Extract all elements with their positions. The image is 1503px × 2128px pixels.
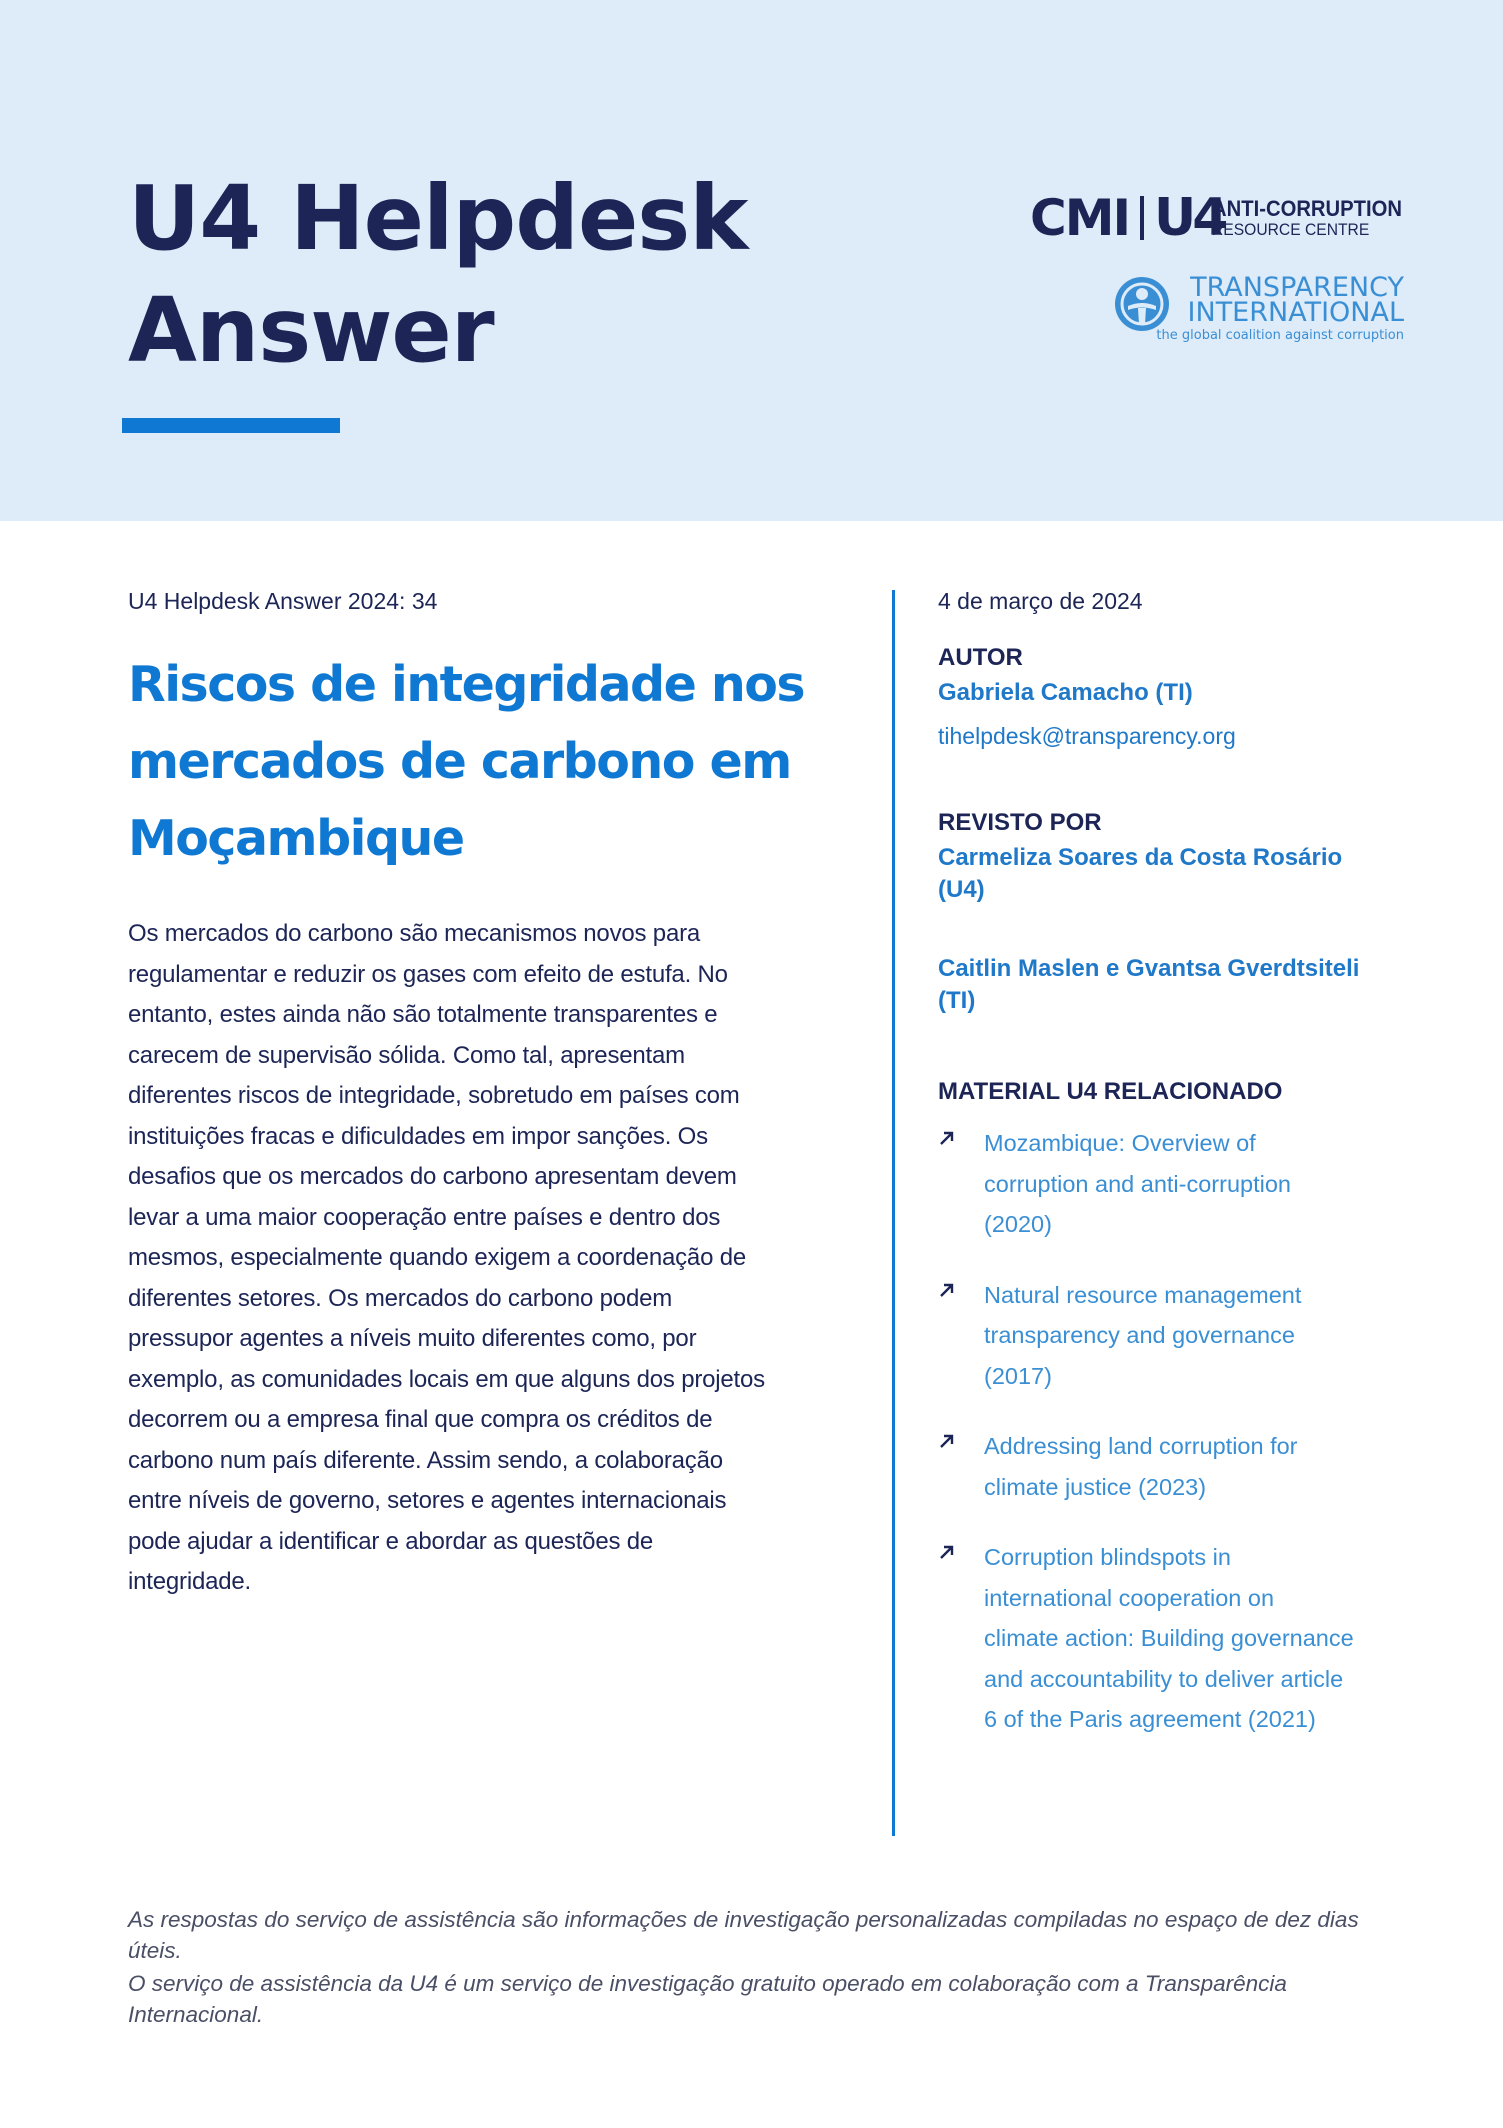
abstract-paragraph [128, 914, 808, 1603]
ti-logo-line-1: TRANSPARENCY [1190, 272, 1404, 303]
abstract-line: diferentes setores. Os mercados do carbono podem [128, 1284, 673, 1312]
hero-accent-rule [122, 418, 340, 433]
related-link-text[interactable] [984, 1537, 1398, 1740]
document-title-line: mercados de carbono em [128, 733, 791, 790]
footer-line-1b: úteis. [128, 1938, 182, 1963]
transparency-international-logo [1114, 274, 1404, 344]
reviewed-by-label: REVISTO POR [938, 809, 1102, 836]
arrow-up-right-icon [938, 1432, 956, 1450]
u4-logo-text: U4 [1154, 188, 1225, 248]
related-link-text[interactable] [984, 1123, 1398, 1245]
related-link-line: Mozambique: Overview of [984, 1130, 1256, 1156]
abstract-line: entanto, estes ainda não são totalmente transparentes e [128, 1001, 718, 1028]
related-link-line: and accountability to deliver article [984, 1665, 1344, 1692]
abstract-line: levar a uma maior cooperação entre países e dentro dos [128, 1203, 721, 1231]
related-link-line: international cooperation on [984, 1584, 1275, 1611]
column-divider [892, 590, 895, 1836]
related-link-line: (2017) [984, 1362, 1052, 1389]
hero-title-line-2: Answer [128, 278, 494, 382]
related-link-line: corruption and anti-corruption [984, 1170, 1291, 1197]
reviewer-2-line: (TI) [938, 987, 976, 1014]
abstract-line: carbono num país diferente. Assim sendo, a colaboração [128, 1446, 723, 1474]
series-number: U4 Helpdesk Answer 2024: 34 [128, 588, 438, 614]
abstract-line: instituições fracas e dificuldades em impor sanções. Os [128, 1122, 708, 1150]
related-link-item[interactable] [938, 1123, 1398, 1245]
abstract-line: mesmos, especialmente quando exigem a coordenação de [128, 1244, 746, 1271]
logo-divider [1140, 196, 1144, 240]
abstract-line: carecem de supervisão sólida. Como tal, apresentam [128, 1041, 685, 1069]
publication-date: 4 de março de 2024 [938, 588, 1143, 614]
footer-line-2a: O serviço de assistência da U4 é um serviço de investigação gratuito operado em colaboração com a Transparência [128, 1971, 1287, 1996]
document-title [128, 646, 808, 877]
document-title-line: Riscos de integridade nos [128, 656, 805, 713]
footer-disclaimer [128, 1904, 1388, 2032]
reviewer-1 [938, 842, 1398, 906]
abstract-line: regulamentar e reduzir os gases com efeito de estufa. No [128, 960, 728, 988]
related-link-text[interactable] [984, 1275, 1398, 1397]
abstract-line: desafios que os mercados do carbono apresentam devem [128, 1163, 737, 1190]
sidebar [938, 586, 1398, 1740]
hero-title-line-1: U4 Helpdesk [128, 166, 748, 270]
anti-corruption-text: ANTI-CORRUPTION [1212, 196, 1403, 221]
related-link-line: 6 of the Paris agreement (2021) [984, 1706, 1316, 1732]
footer-line-1a: As respostas do serviço de assistência são informações de investigação personalizadas compiladas no espaço de dez dias [128, 1907, 1359, 1932]
main-column [128, 586, 808, 877]
abstract-line: integridade. [128, 1568, 252, 1595]
footer-line [128, 1968, 1388, 2030]
reviewer-1-line: Carmeliza Soares da Costa Rosário [938, 844, 1343, 871]
author-email-link[interactable]: tihelpdesk@transparency.org [938, 723, 1236, 749]
reviewer-2-line: Caitlin Maslen e Gvantsa Gverdtsiteli [938, 955, 1360, 982]
reviewer-2 [938, 953, 1398, 1017]
abstract-line: Os mercados do carbono são mecanismos novos para [128, 920, 701, 947]
related-link-line: climate action: Building governance [984, 1625, 1354, 1651]
abstract-line: exemplo, as comunidades locais em que alguns dos projetos [128, 1365, 765, 1393]
footer-line [128, 1904, 1388, 1966]
abstract-line: decorrem ou a empresa final que compra os créditos de [128, 1406, 713, 1433]
hero-banner [0, 0, 1503, 521]
related-link-item[interactable] [938, 1537, 1398, 1740]
cmi-logo-text: CMI [1030, 189, 1130, 247]
related-link-item[interactable] [938, 1426, 1398, 1507]
related-link-line: transparency and governance [984, 1322, 1295, 1348]
related-link-line: (2020) [984, 1211, 1052, 1237]
author-label: AUTOR [938, 644, 1023, 671]
arrow-up-right-icon [938, 1281, 956, 1299]
footer-line-2b: Internacional. [128, 2002, 264, 2027]
resource-centre-text: RESOURCE CENTRE [1212, 220, 1370, 239]
abstract-line: pode ajudar a identificar e abordar as questões de [128, 1527, 654, 1555]
related-material-list [938, 1123, 1398, 1740]
related-link-line: Addressing land corruption for [984, 1433, 1298, 1459]
related-link-line: climate justice (2023) [984, 1473, 1207, 1500]
ti-logo-tagline: the global coalition against corruption [1156, 328, 1404, 343]
transparency-international-icon [1114, 276, 1170, 332]
author-name: Gabriela Camacho (TI) [938, 679, 1193, 706]
related-material-label: MATERIAL U4 RELACIONADO [938, 1078, 1283, 1105]
arrow-up-right-icon [938, 1129, 956, 1147]
abstract-line: diferentes riscos de integridade, sobretudo em países com [128, 1082, 740, 1109]
abstract-line: pressupor agentes a níveis muito diferentes como, por [128, 1325, 697, 1352]
cmi-u4-logo [1030, 190, 1405, 254]
arrow-up-right-icon [938, 1543, 956, 1561]
related-link-line: Natural resource management [984, 1281, 1302, 1308]
related-link-item[interactable] [938, 1275, 1398, 1397]
reviewer-1-line: (U4) [938, 876, 985, 903]
hero-title [128, 162, 747, 386]
related-link-text[interactable] [984, 1426, 1398, 1507]
abstract-line: entre níveis de governo, setores e agentes internacionais [128, 1487, 727, 1514]
document-title-line: Moçambique [128, 810, 464, 867]
related-link-line: Corruption blindspots in [984, 1544, 1231, 1570]
ti-logo-line-2: INTERNATIONAL [1187, 297, 1404, 328]
